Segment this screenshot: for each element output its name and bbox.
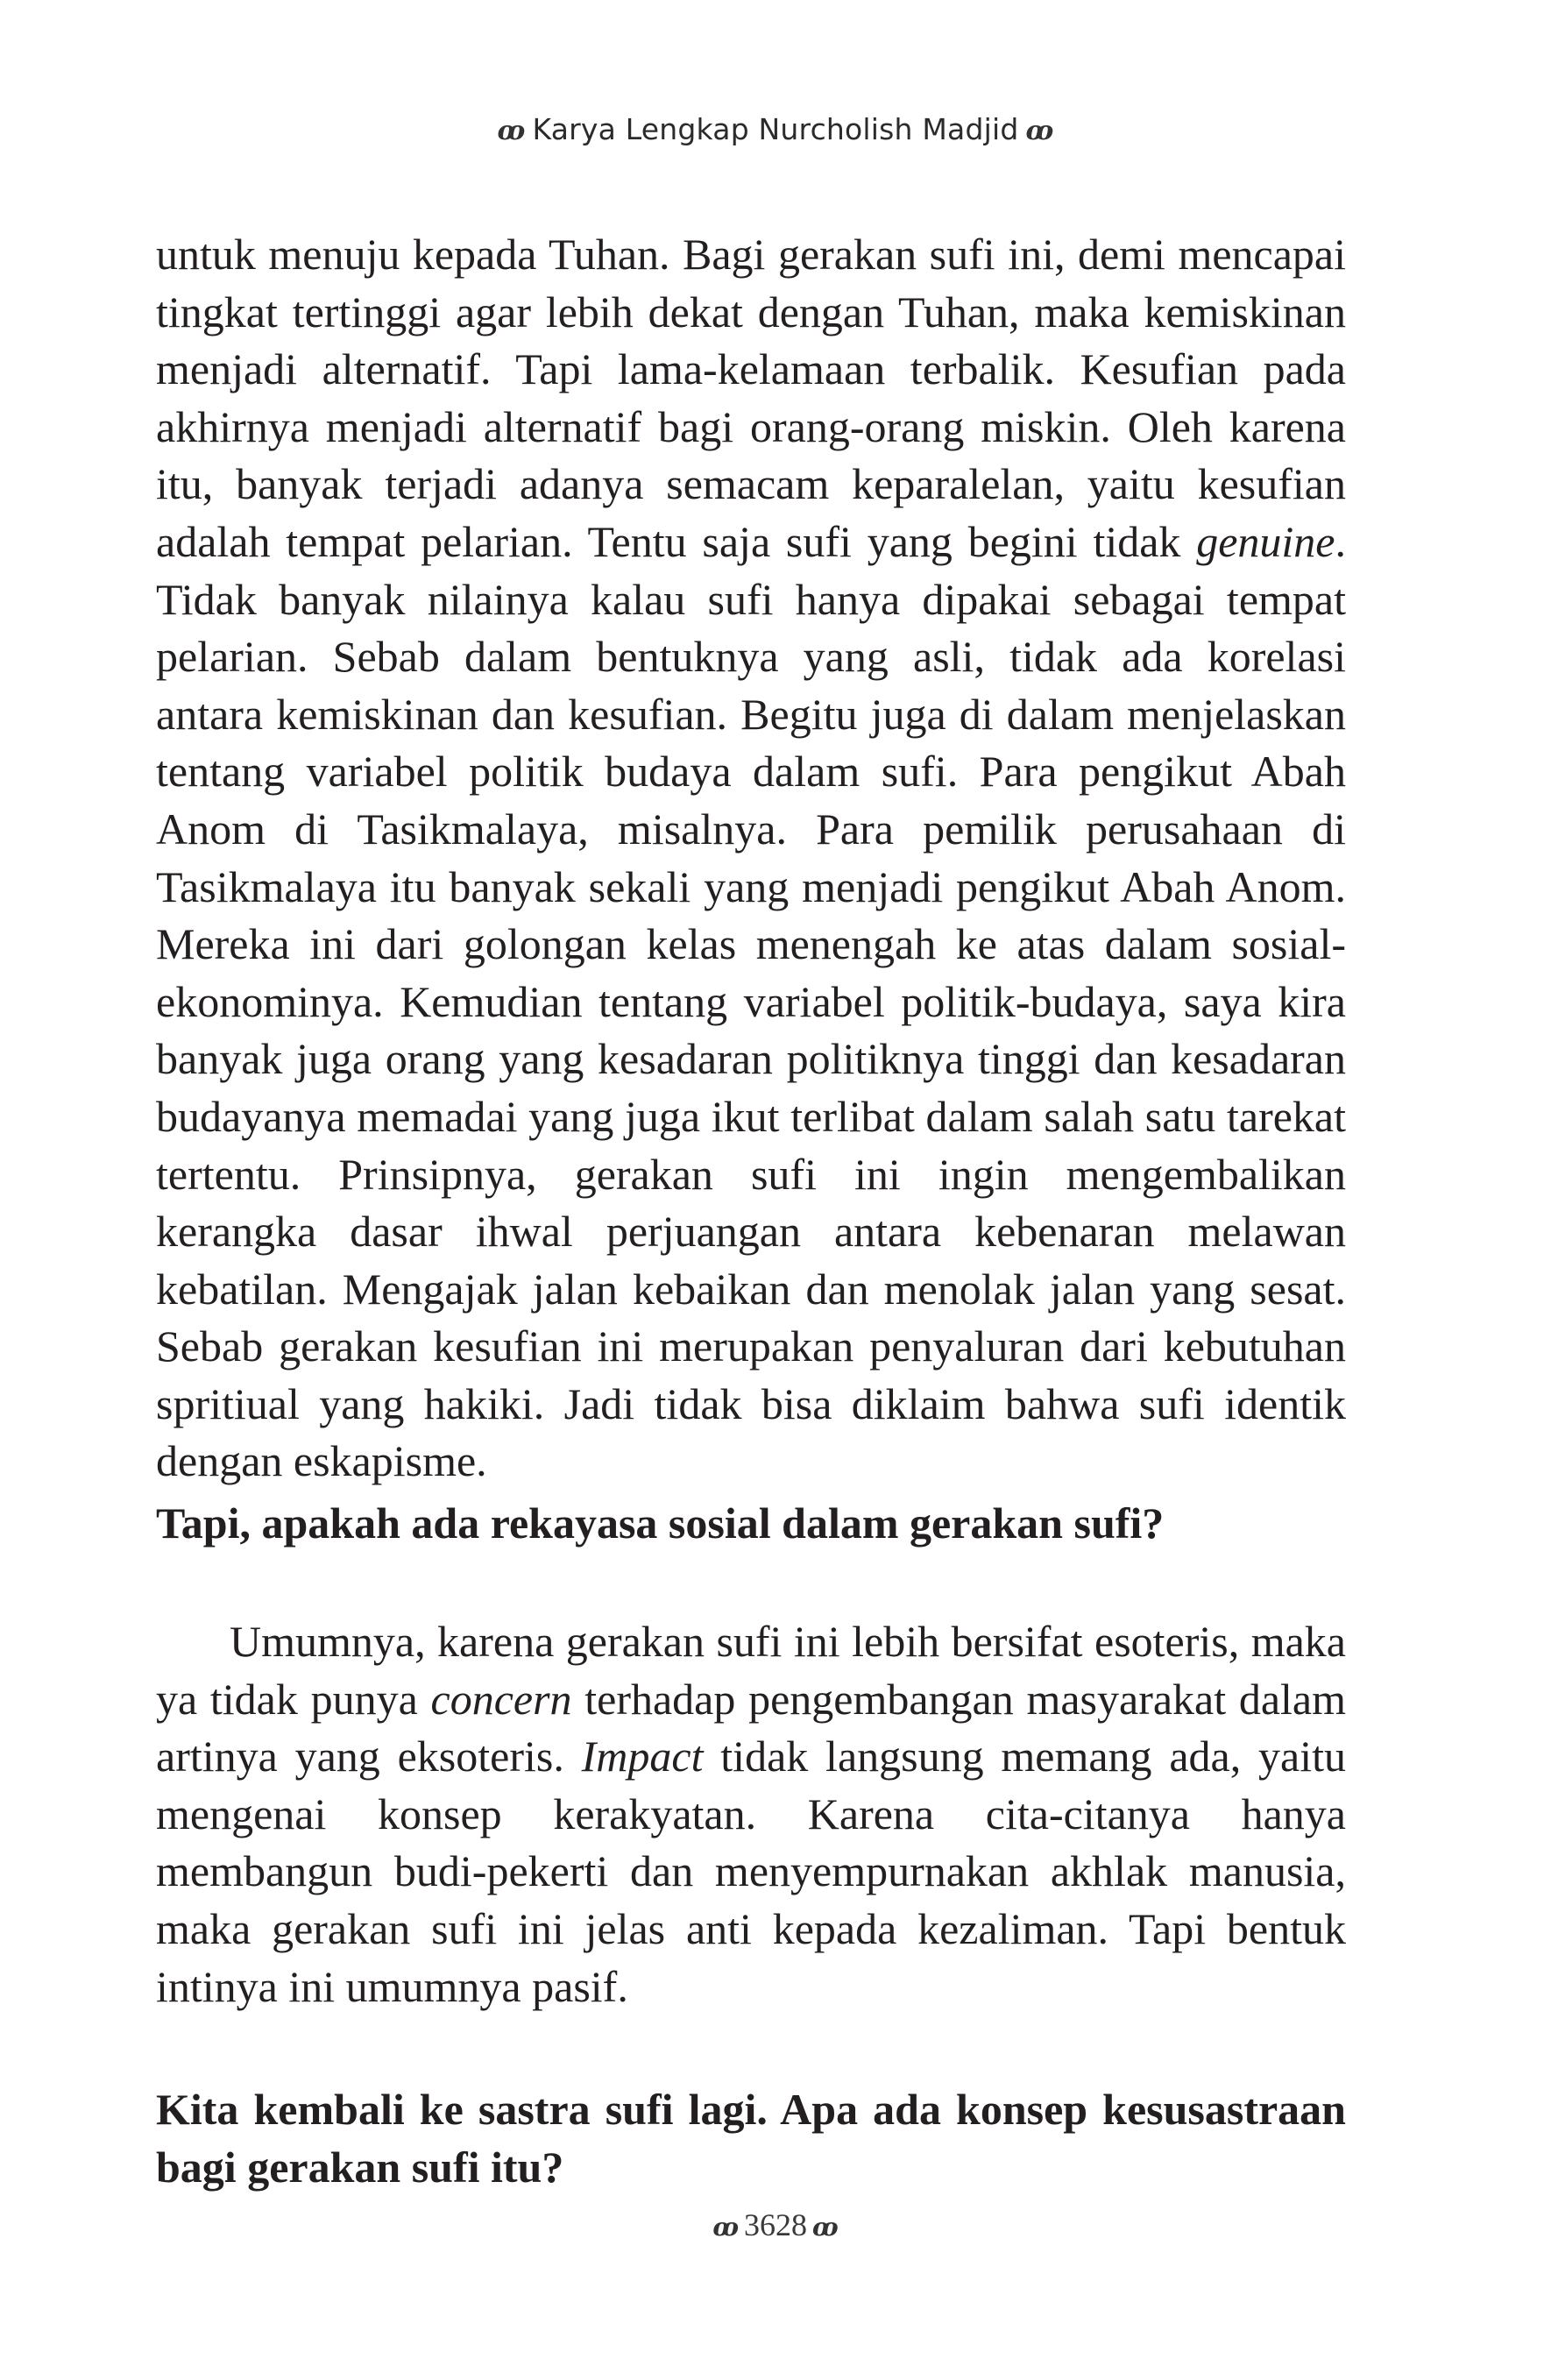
- italic-term: Impact: [581, 1732, 704, 1781]
- text-segment: tidak langsung memang ada, yaitu mengenai konsep kerakyatan. Karena cita-citanya hanya membangun budi-pekerti dan menyempurnakan akhlak manusia, maka gerakan sufi ini jelas anti kepada kezaliman. Tapi bentuk intinya ini umumnya pasif.: [156, 1732, 1347, 2011]
- body-paragraph-1: [156, 226, 1346, 1491]
- book-title: Karya Lengkap Nurcholish Madjid: [532, 112, 1019, 146]
- text-segment: Umumnya, karena gerakan sufi ini lebih bersifat esoteris, maka ya tidak punya: [156, 1617, 1346, 1724]
- question-text: Tapi, apakah ada rekayasa sosial dalam gerakan sufi?: [156, 1498, 1165, 1548]
- page-footer: [0, 2206, 1551, 2243]
- body-paragraph-2: [156, 1613, 1346, 2015]
- interview-question-2: [156, 2081, 1346, 2196]
- interview-question-1: [156, 1495, 1346, 1553]
- text-segment: terhadap pengembangan masyarakat dalam artinya yang eksoteris.: [156, 1674, 1346, 1781]
- left-ornament-icon: ꝏ: [497, 116, 526, 146]
- text-segment: untuk menuju kepada Tuhan. Bagi gerakan sufi ini, demi mencapai tingkat tertinggi agar lebih dekat dengan Tuhan, maka kemiskinan menjadi alternatif. Tapi lama-kelamaan terbalik. Kesufian pada akhirnya menjadi alternatif bagi orang-orang miskin. Oleh karena itu, banyak terjadi adanya semacam keparalelan, yaitu kesufian adalah tempat pelarian. Tentu saja sufi yang begini tidak: [156, 230, 1346, 566]
- page-number: 3628: [744, 2207, 807, 2242]
- right-ornament-icon: ꝏ: [1025, 116, 1054, 146]
- paragraph-text: [156, 226, 1346, 1491]
- right-ornament-icon: ꝏ: [812, 2213, 839, 2242]
- text-segment: . Tidak banyak nilainya kalau sufi hanya dipakai sebagai tempat pelarian. Sebab dalam bentuknya yang asli, tidak ada korelasi antara kemiskinan dan kesufian. Begitu juga di dalam menjelaskan tentang variabel politik budaya dalam sufi. Para pengikut Abah Anom di Tasikmalaya, misalnya. Para pemilik perusahaan di Tasikmalaya itu banyak sekali yang menjadi pengikut Abah Anom. Mereka ini dari golongan kelas menengah ke atas dalam sosial-ekonominya. Kemudian tentang variabel politik-budaya, saya kira banyak juga orang yang kesadaran politiknya tinggi dan kesadaran budayanya memadai yang juga ikut terlibat dalam salah satu tarekat tertentu. Prinsipnya, gerakan sufi ini ingin mengembalikan kerangka dasar ihwal perjuangan antara kebenaran melawan kebatilan. Mengajak jalan kebaikan dan menolak jalan yang sesat. Sebab gerakan kesufian ini merupakan penyaluran dari kebutuhan spritiual yang hakiki. Jadi tidak bisa diklaim bahwa sufi identik dengan eskapisme.: [156, 516, 1346, 1486]
- left-ornament-icon: ꝏ: [712, 2213, 739, 2242]
- italic-term: genuine: [1196, 516, 1335, 566]
- running-header: [0, 112, 1551, 146]
- italic-term: concern: [430, 1674, 572, 1724]
- question-text: Kita kembali ke sastra sufi lagi. Apa ada konsep kesusastraan bagi gerakan sufi itu?: [156, 2085, 1346, 2192]
- paragraph-text: [156, 1613, 1346, 2015]
